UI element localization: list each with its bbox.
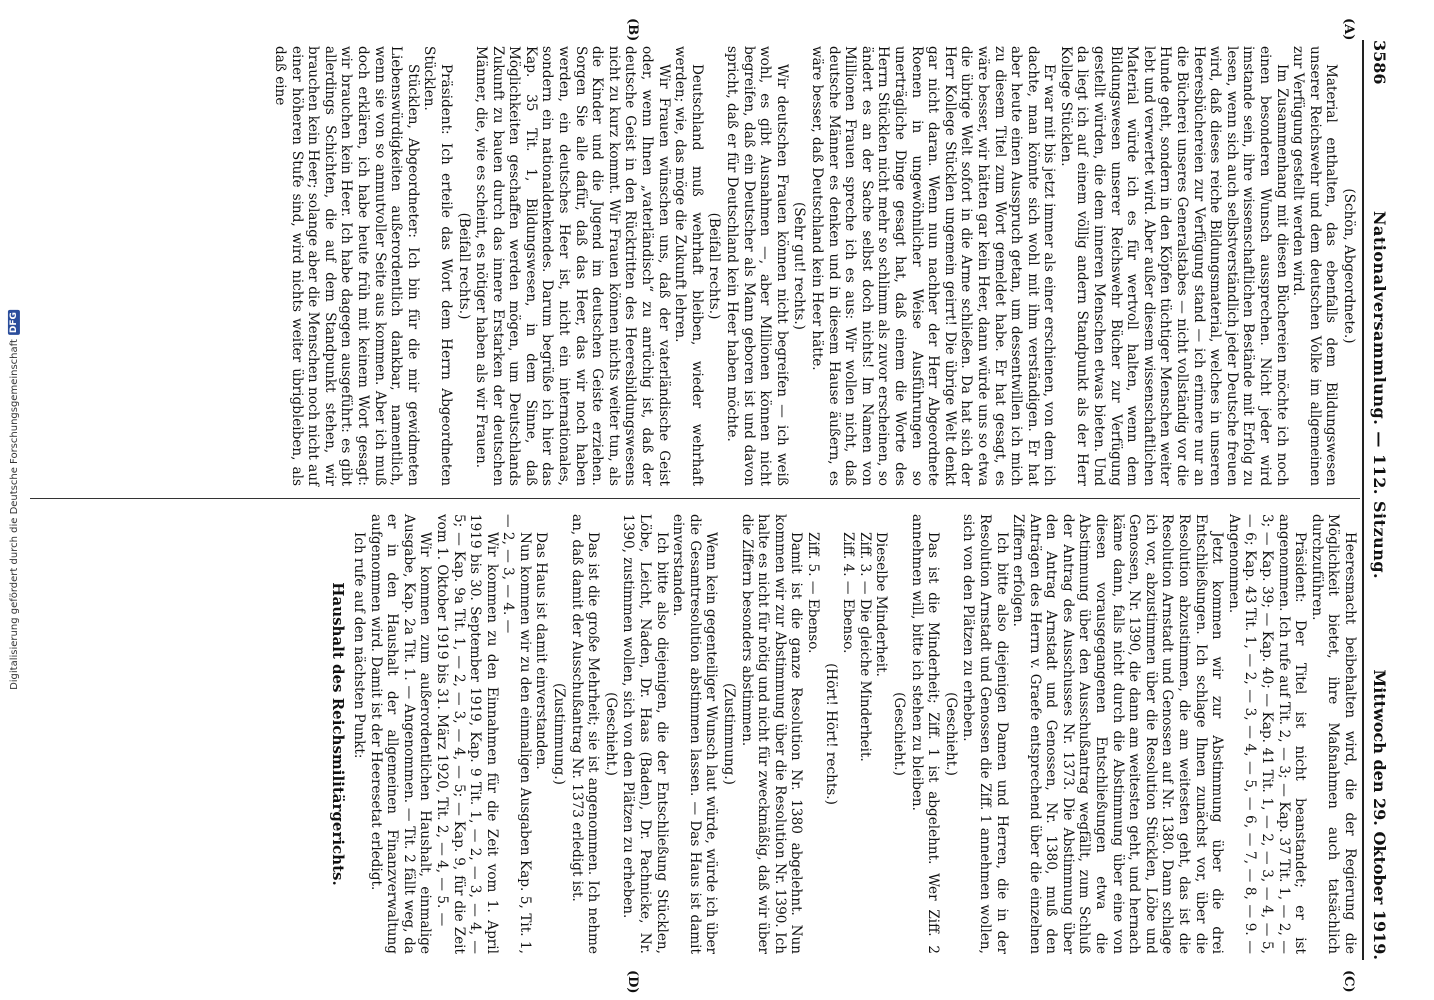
paragraph: Ziff. 4. — Ebenso. <box>840 532 857 654</box>
margin-marker-b: (B) <box>625 18 640 42</box>
paragraph: Ich bitte also diejenigen Damen und Herren, die in der Resolution Arnstadt und Genossen die Ziff. 1 annehmen wollen, sich von den Plätzen zu erheben. <box>960 514 1010 954</box>
paragraph: Heeresmacht beibehalten wird, die der Regierung die Möglichkeit bietet, ihre Maßnahmen auch tatsächlich durchzuführen. <box>1308 514 1358 954</box>
stage-direction: (Hört! Hört! rechts.) <box>822 663 839 805</box>
header-rule <box>1362 40 1364 960</box>
stage-direction: (Geschieht.) <box>602 692 619 776</box>
margin-marker-a: (A) <box>1341 18 1356 41</box>
paragraph: Das Haus ist damit einverstanden. <box>533 532 550 770</box>
left-column <box>271 46 1358 486</box>
paragraph: Damit ist die ganze Resolution Nr. 1380 abgelehnt. Nun kommen wir zur Abstimmung über die Resolution Nr. 1390. Ich halte es nicht für nötig und nicht für zweckmäßig, daß wir über die Ziffern besonders abstimmen. <box>738 514 805 954</box>
section-heading: Haushalt des Reichsmilitärgerichts. <box>329 582 348 886</box>
paragraph: Präsident: Ich erteile das Wort dem Herrn Abgeordneten Stücklen. <box>421 46 454 486</box>
stage-direction: (Zustimmung.) <box>721 683 738 785</box>
paragraph: Nun kommen wir zu den einmaligen Ausgaben Kap. 5, Tit. 1, — 2, — 3, — 4. — <box>500 514 533 954</box>
stage-direction: (Schön, Abgeordnete.) <box>1341 188 1357 344</box>
paragraph: Wir Frauen wünschen uns, daß der vaterländische Geist oder, wenn Ihnen „vaterländisch“ zu anrüchig ist, daß der deutsche Geist in den Rücktritten des Heeresbildungswesens nicht zu kurz kommt. Wir Frauen können nichts weiter tun, als die Kinder und die Jugend im deutschen Geiste erziehen. Sorgen Sie alle dafür, daß das Heer, das wir noch haben werden, ein deutsches Heer ist, nicht ein internationales, sondern ein nationaldenkendes. Darum begrüße ich hier das Kap. 35 Tit. 1, Bildungswesen, in dem Sinne, daß Möglichkeiten geschaffen werden mögen, um Deutschlands Zukunft zu bauen durch das innere Erstarken der deutschen Männer, die, wie es scheint, es nötiger haben als wir Frauen. <box>473 46 672 486</box>
paragraph: Das ist die Minderheit; Ziff. 1 ist abgelehnt. Wer Ziff. 2 annehmen will, bitte ich stehen zu bleiben. <box>908 514 942 954</box>
paragraph: Präsident: Der Titel ist nicht beanstandet; er ist angenommen. Ich rufe auf Tit. 2, — 3; — Kap. 37 Tit. 1, — 2, — 3; — Kap. 39; — Kap. 40; — Kap. 41 Tit. 1, — 2, — 3, — 4, — 5, — 6; Kap. 43 Tit. 1, — 2, — 3, — 4, — 5, — 6, — 7, — 8, — 9. — Angenommen. <box>1225 514 1309 954</box>
dfg-logo-icon: DFG <box>9 312 20 334</box>
stage-direction: (Geschieht.) <box>890 692 907 776</box>
session-date: Mittwoch den 29. Oktober 1919. <box>1370 669 1390 960</box>
footer <box>4 0 24 1000</box>
document-page <box>15 0 1400 1000</box>
page-number: 3586 <box>1370 40 1390 85</box>
paragraph: Dieselbe Minderheit. <box>873 532 890 677</box>
paragraph: Deutschland muß wehrhaft bleiben, wieder wehrhaft werden; wie, das möge die Zukunft lehren. <box>672 46 705 486</box>
footer-credit: Digitalisierung gefördert durch die Deutsche Forschungsgemeinschaft <box>8 339 20 690</box>
stage-direction: (Sehr gut! rechts.) <box>791 202 808 330</box>
paragraph: Wir deutschen Frauen können nicht begreifen — ich weiß wohl, es gibt Ausnahmen —, aber Millionen können nicht begreifen, daß ein Deutscher als Mann geboren ist und davon spricht, daß er für Deutschland kein Heer haben möchte. <box>724 46 790 486</box>
paragraph: Ich rufe auf den nächsten Punkt: <box>350 532 367 759</box>
paragraph: Wir kommen zum außerordentlichen Haushalt, einmalige Ausgabe, Kap. 2a Tit. 1. — Angenommen. — Tit. 2 fällt weg, da er in den Haushalt der allgemeinen Finanzverwaltung aufgenommen wird. Damit ist der Heeresetat erledigt. <box>367 514 434 954</box>
stage-direction: (Beifall rechts.) <box>706 212 723 320</box>
stage-direction: (Beifall rechts.) <box>455 212 472 320</box>
paragraph: Stücklen, Abgeordneter: Ich bin für die mir gewidmeten Liebenswürdigkeiten außerordentlich dankbar, namentlich, wenn sie von so anmutvoller Seite aus kommen. Aber ich muß doch erklären, ich habe heute früh mit keinem Wort gesagt: wir brauchen kein Heer. Ich habe dagegen ausgeführt: es gibt allerdings Schichten, die auf dem Standpunkt stehen, wir brauchen kein Heer; solange aber die Menschen noch nicht auf einer höheren Stufe sind, wird nichts weiter übrigbleiben, als daß eine <box>272 46 421 486</box>
paragraph: Ich bitte also diejenigen, die der Entschließung Stücklen, Löbe, Leicht, Naden, Dr. Haas (Baden), Dr. Pachnicke, Nr. 1390, zustimmen wollen, sich von den Plätzen zu erheben. <box>620 514 670 954</box>
paragraph: Jetzt kommen wir zur Abstimmung über die drei Entschließungen. Ich schlage Ihnen zunächst vor, über die Resolution abzustimmen, die am weitesten geht, das ist die Resolution Arnstadt und Genossen auf Nr. 1380. Dann schlage ich vor, abzustimmen über die Resolution Stücklen, Löbe und Genossen, Nr. 1390, die dann am weitesten geht, und hernach käme dann, falls nicht durch die Abstimmung über eine von diesen vorausgegangenen Entschließungen etwa die Abstimmung über den Ausschußantrag wegfällt, zum Schluß der Antrag des Ausschusses Nr. 1373. Die Abstimmung über den Antrag Arnstadt und Genossen, Nr. 1380, muß den Anträgen des Herrn v. Graefe entsprechend über die einzelnen Ziffern erfolgen. <box>1010 514 1226 954</box>
paragraph: Er war mit bis jetzt immer als einer erschienen, von dem ich dachte, man könnte sich wohl mit ihm verständigen. Er hat aber heute einen Ausspruch getan, um dessentwillen ich mich zu diesem Titel zum Wort gemeldet habe. Er hat gesagt, es wäre besser, wir hätten gar kein Heer, dann würde uns so etwa die übrige Welt sofort in die Arme schließen. Da hat sich der Herr Kollege Stücklen ungemein geirrt! Die übrige Welt denkt gar nicht daran. Wenn nun nachher der Herr Abgeordnete Roenen in ungewöhnlicher Weise Ausführungen so unerträgliche Dinge gesagt hat, daß einem die Worte des Herrn Stücklen nicht mehr so schlimm als zuvor erscheinen, so ändert es an der Sache selbst doch nichts! Im Namen von Millionen Frauen spreche ich es aus: Wir wollen nicht, daß deutsche Männer es denken und in diesem Hause äußern, es wäre besser, daß Deutschland kein Heer hätte. <box>809 46 1058 486</box>
page-header <box>1366 40 1394 960</box>
paragraph: Ziff. 3. — Die gleiche Minderheit. <box>856 532 873 762</box>
column-divider <box>30 498 1360 499</box>
paragraph: Material enthalten, das ebenfalls dem Bildungswesen unserer Reichswehr und dem deutschen Volke im allgemeinen zur Verfügung gestellt werden wird. <box>1290 46 1340 486</box>
margin-marker-c: (C) <box>1341 970 1356 993</box>
paragraph: Ziff. 5. — Ebenso. <box>805 532 821 654</box>
right-column <box>330 514 1358 954</box>
paragraph: Das ist die große Mehrheit; sie ist angenommen. Ich nehme an, daß damit der Ausschußantrag Nr. 1373 erledigt ist. <box>568 514 602 954</box>
margin-marker-d: (D) <box>625 970 640 994</box>
paragraph: Wir kommen zu den Einnahmen für die Zeit vom 1. April 1919 bis 30. September 1919, Kap. 9 Tit. 1, — 2, — 3, — 4, — 5; — Kap. 9a Tit. 1, — 2, — 3, — 4, — 5; — Kap. 9, für die Zeit vom 1. Oktober 1919 bis 31. März 1920, Tit. 2, — 4, — 5. — <box>433 514 500 954</box>
stage-direction: (Geschieht.) <box>942 692 959 776</box>
stage-direction: (Zustimmung.) <box>551 683 568 785</box>
paragraph: Wenn kein gegenteiliger Wunsch laut würde, würde ich über die Gesamtresolution abstimmen lassen. — Das Haus ist damit einverstanden. <box>670 514 720 954</box>
paragraph: Im Zusammenhang mit diesen Büchereien möchte ich noch einen besonderen Wunsch aussprechen. Nicht jeder wird imstande sein, ihre wissenschaftlichen Bestände mit Erfolg zu lesen, wenn sich auch selbstverständlich jeder Deutsche freuen wird, daß dieses reiche Bildungsmaterial, welches in unseren Heeresbüchereien zur Verfügung stand — ich erinnere nur an die Bücherei unseres Generalstabes — nicht vollständig vor die Hunde geht, sondern in den Köpfen tüchtiger Menschen weiter lebt und verwertet wird. Aber außer diesem wissenschaftlichen Material würde ich es für wertvoll halten, wenn dem Bildungswesen unserer Reichswehr Bücher zur Verfügung gestellt würden, die dem inneren Menschen etwas bieten. Und da liegt ich auf einem völlig andern Standpunkt als der Herr Kollege Stücklen. <box>1057 46 1290 486</box>
session-title: Nationalversammlung. — 112. Sitzung. <box>1370 210 1390 580</box>
